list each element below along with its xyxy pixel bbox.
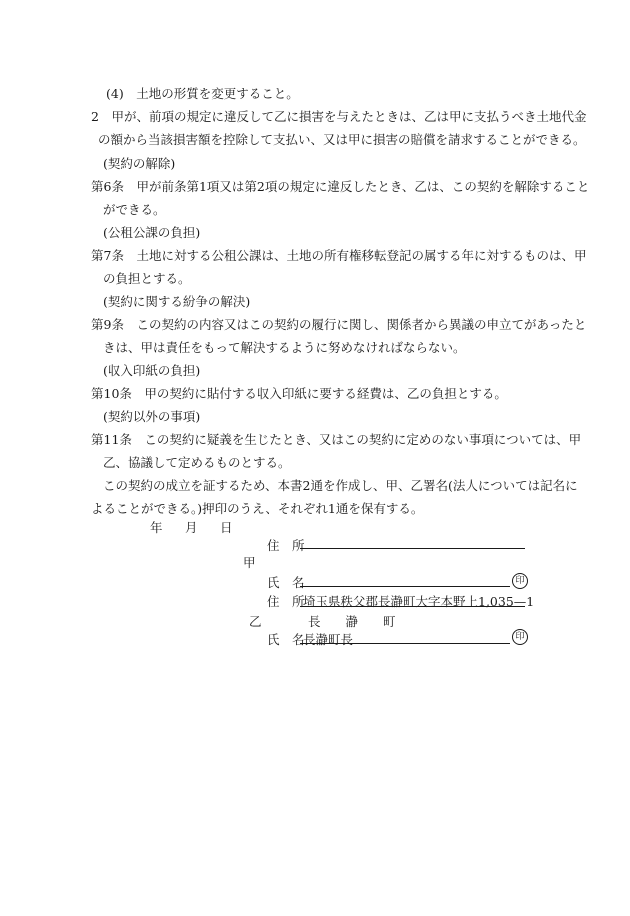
date-year-label: 年 [150, 520, 163, 535]
party-a-address-line [300, 548, 525, 549]
party-a-seal-mark: 印 [512, 573, 528, 589]
party-a-name-line [300, 586, 510, 587]
heading-cancellation: (契約の解除) [103, 156, 176, 171]
closing-line-2: よることができる。)押印のうえ、それぞれ1通を保有する。 [91, 501, 424, 516]
article-7-line-1: 第7条 土地に対する公租公課は、土地の所有権移転登記の属する年に対するものは、甲 [91, 248, 587, 263]
article-10: 第10条 甲の契約に貼付する収入印紙に要する経費は、乙の負担とする。 [91, 386, 507, 401]
article-11-line-1: 第11条 この契約に疑義を生じたとき、又はこの契約に定めのない事項については、甲 [91, 432, 582, 447]
date-day-label: 日 [220, 520, 233, 535]
party-b-title: 長 瀞 町 [308, 614, 396, 629]
party-a-address-label: 住 所 [267, 538, 305, 553]
article-6-line-2: ができる。 [103, 202, 166, 217]
heading-other-matters: (契約以外の事項) [103, 409, 201, 424]
party-a-label: 甲 [243, 555, 256, 570]
party-b-label: 乙 [249, 614, 262, 629]
party-b-name-value: 長瀞町長 [303, 632, 354, 647]
party-b-seal-mark: 印 [512, 629, 528, 645]
article-6-line-1: 第6条 甲が前条第1項又は第2項の規定に違反したとき、乙は、この契約を解除すること [91, 179, 590, 194]
date-month-label: 月 [185, 520, 198, 535]
heading-public-charges: (公租公課の負担) [103, 225, 201, 240]
party-a-name-label: 氏 名 [267, 575, 305, 590]
heading-dispute-resolution: (契約に関する紛争の解決) [103, 294, 251, 309]
article-11-line-2: 乙、協議して定めるものとする。 [103, 455, 291, 470]
clause-2-line-2: の額から当該損害額を控除して支払い、又は甲に損害の賠償を請求することができる。 [98, 132, 586, 147]
article-9-line-2: きは、甲は責任をもって解決するように努めなければならない。 [103, 340, 466, 355]
closing-line-1: この契約の成立を証するため、本書2通を作成し、甲、乙署名(法人については記名に [103, 478, 578, 493]
article-9-line-1: 第9条 この契約の内容又はこの契約の履行に関し、関係者から異議の申立てがあったと [91, 317, 587, 332]
party-b-address-label: 住 所 [267, 594, 305, 609]
party-b-address-value: 埼玉県秩父郡長瀞町大字本野上1,035—1 [303, 594, 535, 609]
party-b-name-label: 氏 名 [267, 632, 305, 647]
party-b-name-line [300, 643, 510, 644]
heading-stamp-duty: (収入印紙の負担) [103, 363, 201, 378]
article-7-line-2: の負担とする。 [103, 271, 191, 286]
clause-2-line-1: 2 甲が、前項の規定に違反して乙に損害を与えたときは、乙は甲に支払うべき土地代金 [91, 109, 587, 124]
party-b-address-line [300, 606, 525, 607]
clause-item-4: (4) 土地の形質を変更すること。 [106, 86, 299, 101]
